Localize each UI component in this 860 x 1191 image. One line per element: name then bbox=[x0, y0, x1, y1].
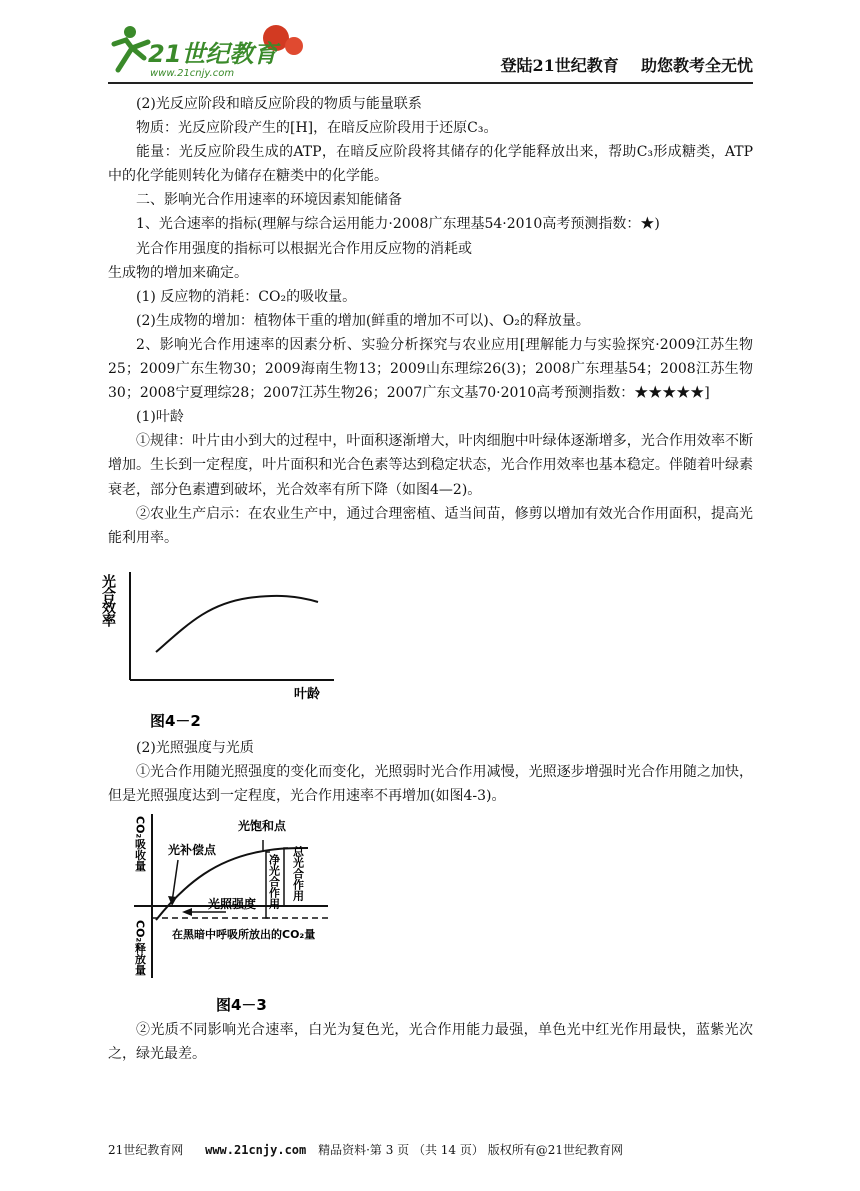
logo-runner-body bbox=[114, 40, 148, 70]
subsection-heading: 2、影响光合作用速率的因素分析、实验分析探究与农业应用[理解能力与实验探究·2009江苏生物25；2009广东生物30；2009海南生物13；2009山东理综26(3)；2008广东理基54；2008江苏生物30；2008宁夏理综28；2007江苏生物26；2007广东文基70·2010高考预测指数：★★★★★] bbox=[108, 336, 753, 402]
figure-caption: 图4－2 bbox=[150, 711, 201, 730]
page-content bbox=[100, 92, 753, 1066]
paragraph: (1)叶龄 bbox=[136, 409, 184, 426]
y-axis-label: 光合效率 bbox=[100, 573, 116, 626]
subsection-heading: 1、光合速率的指标(理解与综合运用能力·2008广东理基54·2010高考预测指数：★) bbox=[136, 216, 660, 233]
paragraph: 能量：光反应阶段生成的ATP，在暗反应阶段将其储存的化学能释放出来，帮助C₃形成糖类，ATP中的化学能则转化为储存在糖类中的化学能。 bbox=[108, 144, 753, 185]
x-axis-arrowhead bbox=[182, 908, 192, 916]
header-divider bbox=[108, 82, 753, 84]
logo-url: www.21cnjy.com bbox=[150, 68, 235, 79]
paragraph: 光合作用强度的指标可以根据光合作用反应物的消耗或 bbox=[136, 240, 472, 257]
paragraph: (1) 反应物的消耗：CO₂的吸收量。 bbox=[136, 288, 357, 305]
x-axis-label: 光照强度 bbox=[208, 897, 257, 912]
paragraph: ②农业生产启示：在农业生产中，通过合理密植、适当间苗，修剪以增加有效光合作用面积，提高光能利用率。 bbox=[108, 505, 753, 546]
paragraph: ①规律：叶片由小到大的过程中，叶面积逐渐增大，叶肉细胞中叶绿体逐渐增多，光合作用效率不断增加。生长到一定程度，叶片面积和光合色素等达到稳定状态，光合作用效率也基本稳定。伴随着叶绿素衰老，部分色素遭到破坏，光合效率有所下降（如图4—2)。 bbox=[108, 433, 753, 498]
y-top-label: CO₂吸收量 bbox=[133, 816, 147, 872]
footer-right: 精品资料·第 3 页 （共 14 页） 版权所有@21世纪教育网 bbox=[318, 1143, 623, 1157]
figure-4-3-graph bbox=[108, 810, 753, 1018]
paragraph: (2)生成物的增加：植物体干重的增加(鲜重的增加不可以)、O₂的释放量。 bbox=[136, 312, 590, 329]
figure-4-2 bbox=[100, 556, 753, 736]
page-header bbox=[108, 18, 753, 80]
figure-caption: 图4－3 bbox=[216, 996, 267, 1015]
section-heading: 二、影响光合作用速率的环境因素知能储备 bbox=[136, 192, 402, 209]
footer-site-link[interactable]: www.21cnjy.com bbox=[205, 1143, 307, 1157]
paragraph: ②光质不同影响光合速率，白光为复色光，光合作用能力最强，单色光中红光作用最快，蓝紫光次之，绿光最差。 bbox=[108, 1022, 753, 1063]
paragraph: 物质：光反应阶段产生的[H]，在暗反应阶段用于还原C₃。 bbox=[136, 120, 498, 137]
y-bottom-label: CO₂释放量 bbox=[133, 920, 147, 976]
respiration-label: 在黑暗中呼吸所放出的CO₂量 bbox=[172, 928, 316, 942]
header-tagline: 登陆21世纪教育 助您教考全无忧 bbox=[500, 56, 753, 75]
paragraph: (2)光反应阶段和暗反应阶段的物质与能量联系 bbox=[136, 96, 422, 112]
footer-left: 21世纪教育网 bbox=[108, 1143, 184, 1157]
logo-runner-head bbox=[124, 26, 136, 38]
figure-4-2-graph bbox=[100, 556, 753, 736]
gross-photosynthesis-label: 总光合作用 bbox=[291, 846, 305, 902]
gross-bracket bbox=[284, 848, 288, 906]
logo bbox=[108, 18, 308, 80]
paragraph: (2)光照强度与光质 bbox=[136, 739, 254, 756]
figure-4-3 bbox=[108, 810, 753, 1018]
efficiency-curve bbox=[156, 596, 318, 652]
saturation-point-label: 光饱和点 bbox=[238, 819, 287, 834]
net-photosynthesis-label: 净光合作用 bbox=[267, 854, 281, 910]
paragraph: ①光合作用随光照强度的变化而变化，光照弱时光合作用减慢，光照逐步增强时光合作用随之加快，但是光照强度达到一定程度，光合作用速率不再增加(如图4-3)。 bbox=[108, 763, 753, 804]
x-axis-label: 叶龄 bbox=[294, 686, 321, 702]
logo-text: 21世纪教育 bbox=[148, 40, 278, 68]
page-footer bbox=[108, 1141, 753, 1158]
logo-apple2-icon bbox=[285, 37, 303, 55]
paragraph: 生成物的增加来确定。 bbox=[108, 264, 248, 281]
compensation-point-label: 光补偿点 bbox=[168, 843, 217, 858]
